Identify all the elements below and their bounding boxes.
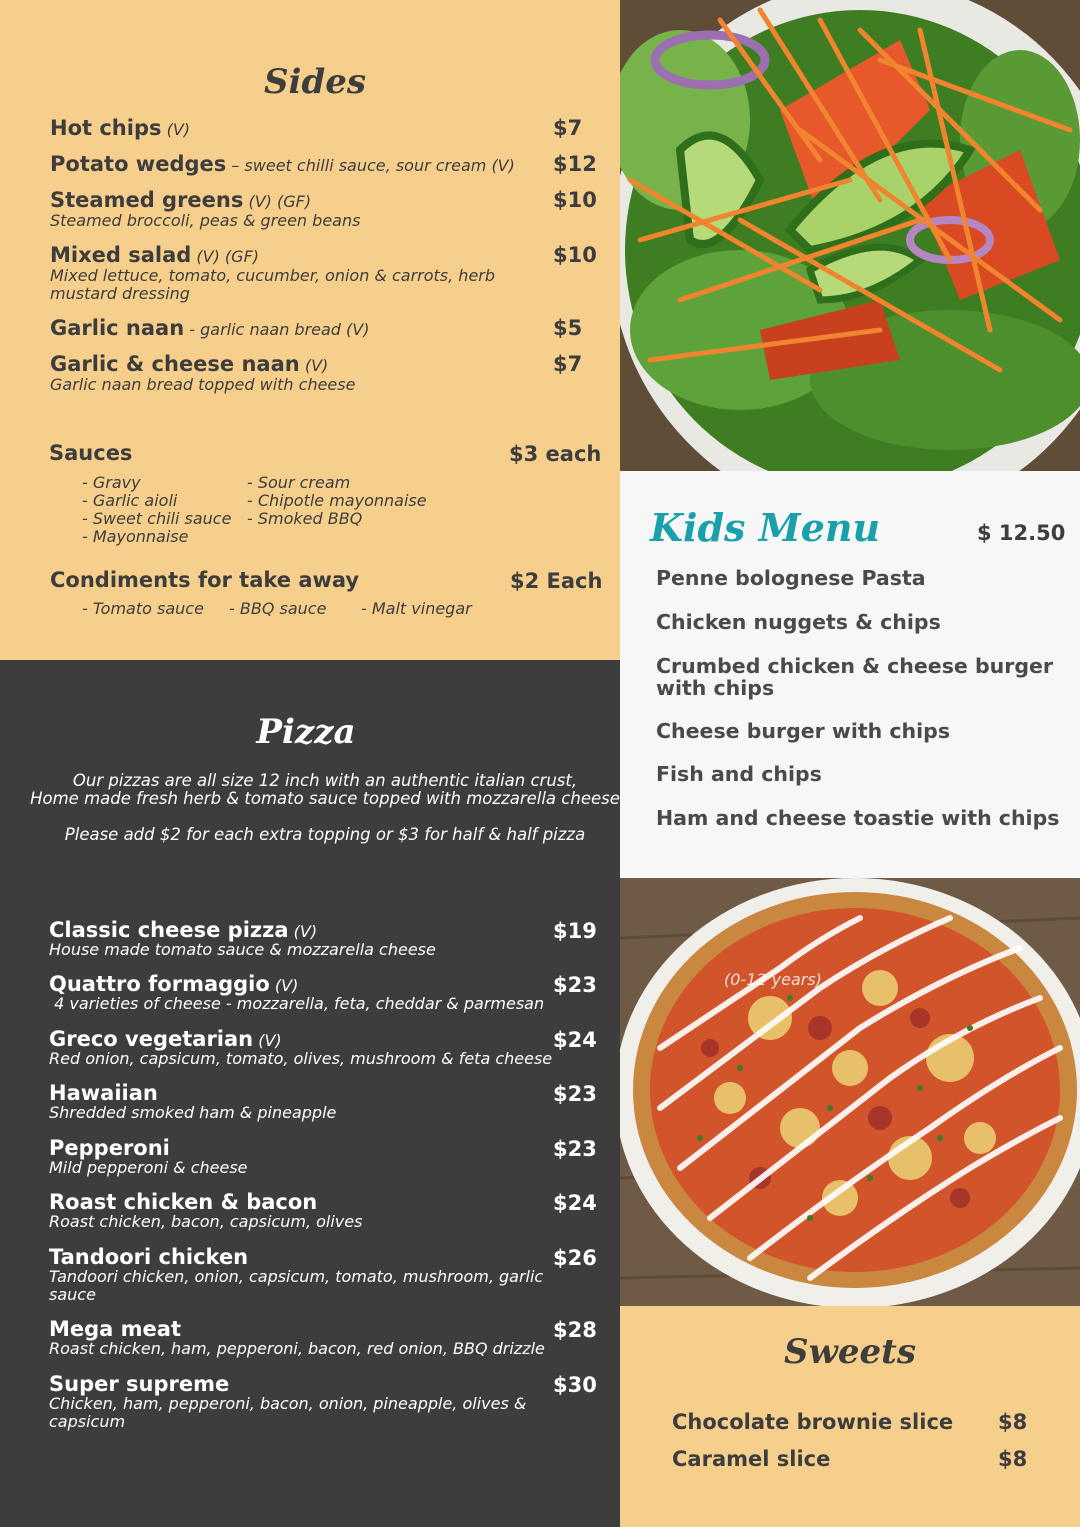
sauces-price: $3 each	[509, 442, 602, 466]
menu-item	[49, 1081, 158, 1105]
item-description: capsicum	[49, 1412, 126, 1431]
salad-photo	[620, 0, 1080, 471]
menu-item	[49, 1027, 282, 1051]
item-name: Garlic naan	[50, 316, 185, 340]
item-description: House made tomato sauce & mozzarella cheese	[49, 940, 436, 959]
item-tag: (V) (GF)	[248, 192, 312, 211]
condiments-heading: Condiments for take away	[50, 568, 360, 592]
item-name: Mega meat	[49, 1317, 181, 1341]
item-price: $7	[553, 352, 583, 376]
kids-menu-section	[620, 471, 1080, 878]
salad-image	[620, 0, 1080, 471]
item-description: Red onion, capsicum, tomato, olives, mushroom & feta cheese	[49, 1049, 553, 1068]
item-description: Mild pepperoni & cheese	[49, 1158, 248, 1177]
item-name: Hawaiian	[49, 1081, 158, 1105]
sauce-item: - Sweet chili sauce	[82, 509, 232, 528]
sauce-item: - Smoked BBQ	[247, 509, 363, 528]
item-price: $24	[553, 1191, 597, 1215]
menu-item	[49, 1372, 229, 1396]
item-tag: (V)	[166, 120, 191, 139]
sweets-item-name: Chocolate brownie slice	[672, 1410, 954, 1434]
item-price: $5	[553, 316, 583, 340]
item-name: Hot chips	[50, 116, 162, 140]
item-tag: - garlic naan bread (V)	[189, 320, 370, 339]
menu-item	[50, 188, 311, 212]
item-price: $26	[553, 1246, 597, 1270]
item-price: $7	[553, 116, 583, 140]
item-name: Greco vegetarian	[49, 1027, 254, 1051]
item-tag: (V)	[274, 976, 299, 995]
item-description: Roast chicken, bacon, capsicum, olives	[49, 1212, 363, 1231]
item-price: $24	[553, 1028, 597, 1052]
item-price: $19	[553, 919, 597, 943]
pizza-section	[0, 660, 620, 1527]
item-description: Garlic naan bread topped with cheese	[50, 375, 356, 394]
kids-item: Fish and chips	[656, 762, 822, 786]
menu-item	[49, 918, 317, 942]
menu-item	[49, 1317, 181, 1341]
pizza-intro: Please add $2 for each extra topping or $3 for half & half pizza	[64, 825, 586, 844]
sauce-item: - Garlic aioli	[82, 491, 178, 510]
menu-item	[49, 972, 298, 996]
sweets-section	[620, 1306, 1080, 1527]
item-description: 4 varieties of cheese - mozzarella, feta, cheddar & parmesan	[49, 994, 545, 1013]
menu-item	[49, 1245, 248, 1269]
item-description: Tandoori chicken, onion, capsicum, tomato, mushroom, garlic	[49, 1267, 544, 1286]
item-description: Roast chicken, ham, pepperoni, bacon, red onion, BBQ drizzle	[49, 1339, 545, 1358]
pizza-title: Pizza	[256, 712, 356, 752]
item-name: Tandoori chicken	[49, 1245, 249, 1269]
condiment-item: - Tomato sauce	[82, 599, 204, 618]
pizza-intro: Our pizzas are all size 12 inch with an authentic italian crust,	[72, 771, 578, 790]
sauce-item: - Mayonnaise	[82, 527, 189, 546]
kids-item: Chicken nuggets & chips	[656, 610, 941, 634]
item-price: $23	[553, 1082, 597, 1106]
item-price: $23	[553, 1137, 597, 1161]
kids-item: Cheese burger with chips	[656, 719, 951, 743]
sweets-item-name: Caramel slice	[672, 1447, 831, 1471]
condiment-item: - Malt vinegar	[361, 599, 472, 618]
menu-item	[49, 1190, 317, 1214]
item-tag: (V)	[304, 356, 329, 375]
item-tag: (V) (GF)	[196, 247, 260, 266]
item-name: Potato wedges	[50, 152, 227, 176]
item-price: $10	[553, 188, 597, 212]
item-price: $30	[553, 1373, 597, 1397]
sweets-item-price: $8	[998, 1410, 1028, 1434]
menu-item	[50, 352, 328, 376]
item-name: Classic cheese pizza	[49, 918, 289, 942]
sweets-item-price: $8	[998, 1447, 1028, 1471]
item-price: $28	[553, 1318, 597, 1342]
item-name: Super supreme	[49, 1372, 230, 1396]
condiment-item: - BBQ sauce	[229, 599, 327, 618]
item-description: mustard dressing	[50, 284, 190, 303]
sauce-item: - Chipotle mayonnaise	[247, 491, 427, 510]
item-name: Quattro formaggio	[49, 972, 270, 996]
item-description: Chicken, ham, pepperoni, bacon, onion, pineapple, olives &	[49, 1394, 527, 1413]
menu-item	[50, 116, 190, 140]
item-name: Steamed greens	[50, 188, 244, 212]
menu-item	[50, 243, 259, 267]
sauce-item: - Sour cream	[247, 473, 351, 492]
kids-item: Penne bolognese Pasta	[656, 566, 926, 590]
kids-menu-title: Kids Menu	[650, 505, 881, 550]
item-price: $23	[553, 973, 597, 997]
pizza-photo	[620, 878, 1080, 1306]
sides-title: Sides	[263, 62, 367, 102]
item-price: $10	[553, 243, 597, 267]
condiments-price: $2 Each	[510, 569, 603, 593]
item-name: Garlic & cheese naan	[50, 352, 300, 376]
item-description: Mixed lettuce, tomato, cucumber, onion & carrots, herb	[50, 266, 496, 285]
item-tag: (V)	[258, 1031, 282, 1050]
item-price: $12	[553, 152, 597, 176]
item-name: Roast chicken & bacon	[49, 1190, 318, 1214]
item-tag: – sweet chilli sauce, sour cream (V)	[231, 156, 515, 175]
item-description: sauce	[49, 1285, 96, 1304]
kids-menu-price: $ 12.50	[977, 521, 1066, 545]
kids-age-note: (0-12 years)	[724, 970, 822, 989]
item-description: Steamed broccoli, peas & green beans	[50, 211, 361, 230]
kids-item: with chips	[656, 676, 775, 700]
item-tag: (V)	[293, 922, 318, 941]
sweets-title: Sweets	[784, 1332, 916, 1372]
menu-item	[49, 1136, 170, 1160]
sides-section	[0, 0, 620, 660]
item-description: Shredded smoked ham & pineapple	[49, 1103, 337, 1122]
sauces-heading: Sauces	[49, 441, 133, 465]
menu-item	[50, 152, 515, 176]
sauce-item: - Gravy	[82, 473, 141, 492]
pizza-image	[620, 878, 1080, 1306]
kids-item: Ham and cheese toastie with chips	[656, 806, 1060, 830]
item-name: Mixed salad	[50, 243, 192, 267]
kids-item: Crumbed chicken & cheese burger	[656, 654, 1054, 678]
item-name: Pepperoni	[49, 1136, 170, 1160]
menu-item	[50, 316, 369, 340]
pizza-intro: Home made fresh herb & tomato sauce topped with mozzarella cheese	[30, 789, 620, 808]
